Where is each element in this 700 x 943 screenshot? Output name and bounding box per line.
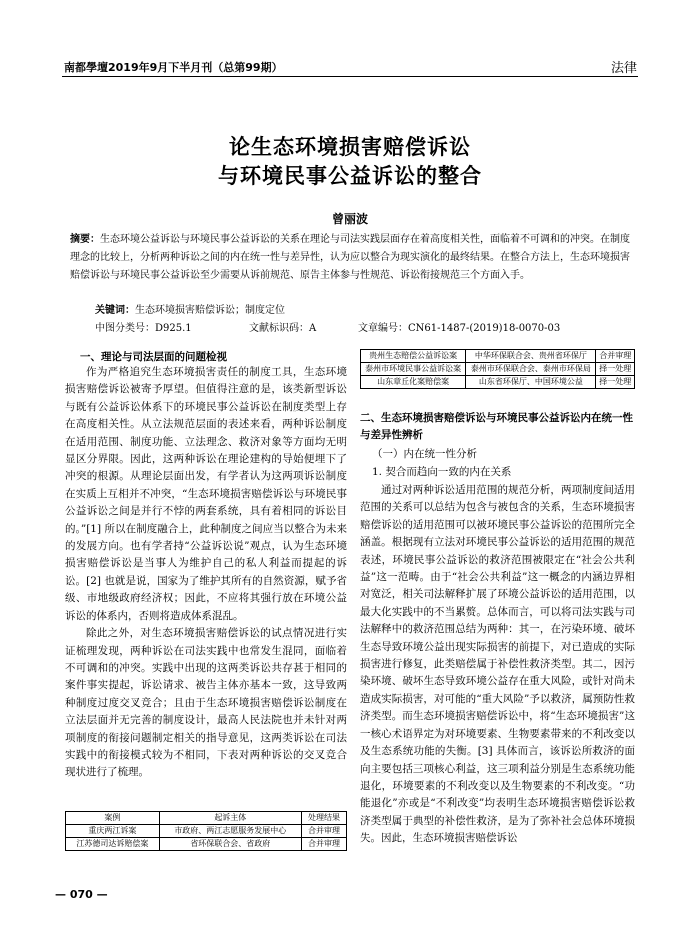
abstract-text: 生态环境公益诉讼与环境民事公益诉讼的关系在理论与司法实践层面存在着高度相关性，面临着不可调和的冲突。在制度理念的比较上，分析两种诉讼之间的内在统一性与差异性，认为应以整合为现实演化的最终结果。在整合方法上，生态环境损害赔偿诉讼与环境民事公益诉讼至少需要从诉前规范、原告主体参与性规范、诉讼衔接规范三个方面入手。 (70, 234, 630, 281)
table-cell: 择一处理 (596, 363, 635, 376)
author: 曾丽波 (331, 212, 368, 226)
table-cell: 择一处理 (596, 376, 635, 389)
table-row (66, 838, 347, 851)
section-heading-2: 二、生态环境损害赔偿诉讼与环境民事公益诉讼内在统一性与差异性辨析 (360, 412, 633, 441)
table-cell: 处理结果 (301, 812, 346, 825)
header-rule (62, 76, 638, 77)
table-cell: 山东章丘化案赔偿案 (361, 376, 466, 389)
clc-number: 中图分类号：D925.1 (95, 323, 192, 334)
title-line-1: 论生态环境损害赔偿诉讼 (229, 135, 471, 159)
table-cell: 山东省环保厅、中国环境公益 (466, 376, 596, 389)
table-cell: 重庆两江诉案 (66, 825, 160, 838)
table-cell: 合并审理 (301, 838, 346, 851)
table-row (66, 812, 347, 825)
abstract (70, 231, 630, 285)
table-row (361, 350, 635, 363)
table-row (66, 825, 347, 838)
page-number: — 070 — (55, 888, 108, 901)
bottom-table (65, 811, 347, 851)
table-cell: 合并审理 (596, 350, 635, 363)
table-row (361, 363, 635, 376)
journal-header: 南都學壇2019年9月下半月刊（总第99期） (64, 61, 283, 74)
article-number: 文章编号：CN61-1487-(2019)18-0070-03 (358, 323, 561, 334)
top-table (360, 349, 635, 389)
table-cell: 省环保联合会、省政府 (159, 838, 301, 851)
table-cell: 案例 (66, 812, 160, 825)
abstract-label: 摘要： (70, 234, 100, 245)
left-paragraph-2: 除此之外，对生态环境损害赔偿诉讼的试点情况进行实证梳理发现，两种诉讼在司法实践中也常发生混同，面临着不可调和的冲突。实践中出现的这两类诉讼共存甚于相同的案件事实提起，诉讼请求、被告主体亦基本一致，这导致两种制度过度交叉竞合；且由于生态环境损害赔偿诉讼制度在立法层面并无完善的制度设计，最高人民法院也并未针对两项制度的衔接问题制定相关的指导意见，这两类诉讼在司法实践中的衔接模式较为不相同，下表对两种诉讼的交叉竞合现状进行了梳理。 (65, 627, 347, 779)
doc-code: 文献标识码：A (249, 323, 317, 334)
table-cell: 泰州市环保联合会、泰州市环保局 (466, 363, 596, 376)
section-heading-1: 一、理论与司法层面的问题检视 (80, 351, 227, 363)
keywords-label: 关键词： (95, 305, 135, 316)
left-column-body (65, 364, 347, 782)
section-label: 法律 (610, 61, 637, 76)
table-cell: 中华环保联合会、贵州省环保厅 (466, 350, 596, 363)
table-cell: 合并审理 (301, 825, 346, 838)
left-paragraph-1: 作为严格追究生态环境损害责任的制度工具，生态环境损害赔偿诉讼被寄予厚望。但值得注意的是，该类新型诉讼与既有公益诉讼体系下的环境民事公益诉讼在制度类型上存在高度相关性。从立法规范层面的表述来看，两种诉讼制度在适用范围、制度功能、立法理念、救济对象等方面均无明显区分界限。因此，这两种诉讼在理论建构的导始便埋下了冲突的根源。从理论层面出发，有学者认为这两项诉讼制度在实质上互相并不冲突，“生态环境损害赔偿诉讼与环境民事公益诉讼之间是并行不悖的两套系统，具有着相同的诉讼目的。”[1] 所以在制度融合上，此种制度之间应当以整合为未来的发展方向。也有学者持“公益诉讼说”观点，认为生态环境损害赔偿诉讼是当事人为维护自己的私人利益而提起的诉讼。[2] 也就是说，国家为了维护其所有的自然资源，赋予省级、市地级政府经济权；因此，不应将其强行放在环境公益诉讼的体系内，否则将造成体系混乱。 (65, 366, 347, 622)
table-cell: 贵州生态赔偿公益诉讼案 (361, 350, 466, 363)
keywords-text: 生态环境损害赔偿诉讼；制度定位 (135, 305, 285, 316)
table-row (361, 376, 635, 389)
right-paragraph-1: 通过对两种诉讼适用范围的规范分析，两项制度间适用范围的关系可以总结为包含与被包含的关系，生态环境损害赔偿诉讼的适用范围可以被环境民事公益诉讼的范围所完全涵盖。根据现有立法对环境民事公益诉讼的适用范围的规范表述，环境民事公益诉讼的救济范围被限定在“社会公共利益”这一范畴。由于“社会公共利益”这一概念的内涵边界相对宽泛，相关司法解释扩展了环境公益诉讼的适用范围，以最大化实践中的不当累赘。总体而言，可以将司法实践与司法解释中的救济范围总结为两种：其一，在污染环境、破坏生态导致环境公益出现实际损害的前提下，对已造成的实际损害进行修复，此类赔偿属于补偿性救济类型。其二，因污染环境、破坏生态导致环境公益存在重大风险，或针对尚未造成实际损害，对可能的“重大风险”予以救济，属预防性救济类型。而生态环境损害赔偿诉讼中，将“生态环境损害”这一核心术语界定为对环境要素、生物要素带来的不利改变以及生态系统功能的失衡。[3] 具体而言，该诉讼所救济的面向主要包括三项核心利益，这三项利益分别是生态系统功能退化，环境要素的不利改变以及生物要素的不利改变。“功能退化”亦或是“不利改变”均表明生态环境损害赔偿诉讼救济类型属于典型的补偿性救济，是为了弥补社会总体环境损失。因此，生态环境损害赔偿诉讼 (360, 484, 635, 845)
subheading-2: 1. 契合而趋向一致的内在关系 (372, 466, 512, 478)
table-cell: 起诉主体 (159, 812, 301, 825)
right-column-body (360, 482, 635, 848)
title-line-2: 与环境民事公益诉讼的整合 (218, 164, 482, 188)
table-cell: 泰州市环境民事公益诉讼案 (361, 363, 466, 376)
keywords (95, 301, 285, 316)
table-cell: 市政府、两江志愿服务发展中心 (159, 825, 301, 838)
subheading-1: （一）内在统一性分析 (372, 448, 477, 460)
table-cell: 江苏德司达诉赔偿案 (66, 838, 160, 851)
